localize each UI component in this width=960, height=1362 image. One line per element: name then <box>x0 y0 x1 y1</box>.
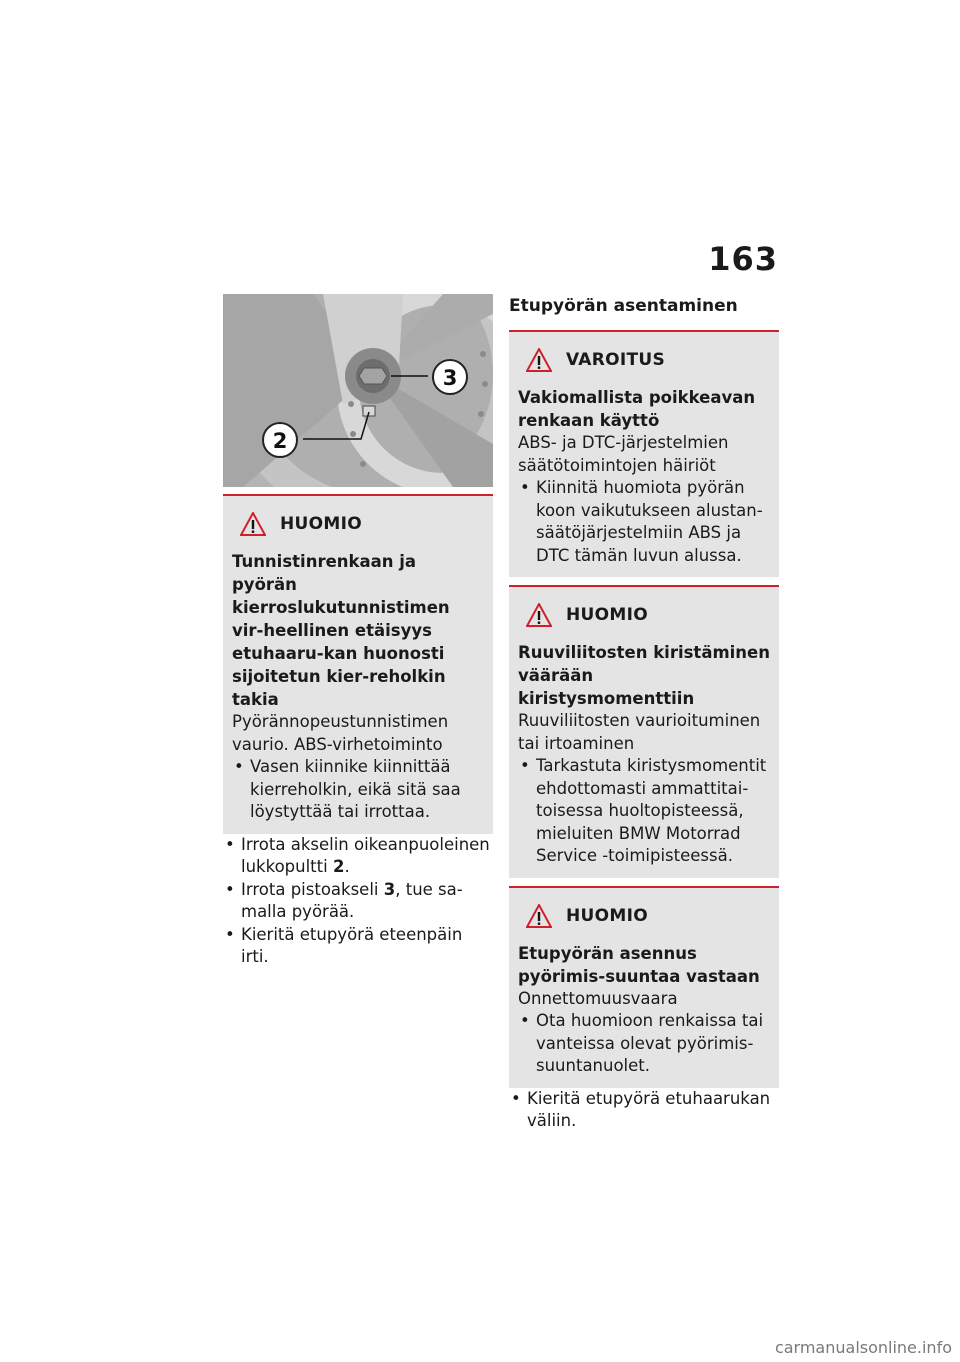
notice-bullet: • Tarkastuta kiristysmomentit ehdottomasti ammattitai-toisessa huoltopisteessä, mieluiten BMW Motorrad Service -toimipisteessä. <box>518 755 771 868</box>
notice-bullets <box>518 755 771 868</box>
part-ref: 2 <box>332 857 345 876</box>
callout-label-3: 3 <box>442 366 458 390</box>
notice-torque <box>509 585 779 878</box>
page-number: 163 <box>708 240 778 278</box>
notice-bullet: • Vasen kiinnike kiinnittää kierreholkin, eikä sitä saa löystyttää tai irrottaa. <box>232 756 485 824</box>
part-ref: 3 <box>383 879 396 899</box>
notice-bullet: • Ota huomioon renkaissa tai vanteissa olevat pyörimis-suuntanuolet. <box>518 1010 771 1078</box>
step-item: • Kieritä etupyörä etuhaarukan väliin. <box>509 1088 779 1133</box>
notice-bullets <box>232 756 485 824</box>
notice-label: VAROITUS <box>566 350 666 370</box>
step-item: • Irrota akselin oikeanpuoleinen lukkopultti 2. <box>223 834 493 879</box>
left-column <box>223 294 493 969</box>
notice-tyre-warning <box>509 330 779 577</box>
warning-triangle-icon <box>526 348 552 372</box>
notice-text: Ruuviliitosten vaurioituminen tai irtoaminen <box>518 711 761 753</box>
notice-text: Pyörännopeustunnistimen vaurio. ABS-virhetoiminto <box>232 712 449 754</box>
notice-text: Onnettomuusvaara <box>518 988 678 1008</box>
wheel-axle-illustration <box>223 294 493 487</box>
right-column <box>509 294 779 1133</box>
notice-bullets <box>518 477 771 567</box>
callout-label-2: 2 <box>272 429 288 453</box>
step-item: • Kieritä etupyörä eteenpäin irti. <box>223 924 493 969</box>
step-item: • Irrota pistoakseli 3, tue sa-malla pyörää. <box>223 879 493 924</box>
notice-label: HUOMIO <box>280 514 362 534</box>
warning-triangle-icon <box>526 603 552 627</box>
notice-bullet: • Kiinnitä huomiota pyörän koon vaikutukseen alustan-säätöjärjestelmiin ABS ja DTC tämän luvun alussa. <box>518 477 771 567</box>
notice-rotation-direction <box>509 886 779 1088</box>
notice-label: HUOMIO <box>566 905 648 926</box>
notice-title: Etupyörän asennus pyörimis-suuntaa vastaan <box>518 943 760 986</box>
notice-title: Tunnistinrenkaan ja pyörän kierroslukutunnistimen vir-heellinen etäisyys etuhaaru-kan huonosti sijoitetun kier-reholkin takia <box>232 552 450 709</box>
warning-triangle-icon <box>240 512 266 536</box>
procedure-steps <box>223 834 493 969</box>
notice-title: Ruuviliitosten kiristäminen väärään kiristysmomenttiin <box>518 643 770 708</box>
section-heading: Etupyörän asentaminen <box>509 296 738 316</box>
notice-bullets <box>518 1010 771 1078</box>
notice-sensor-ring <box>223 494 493 834</box>
notice-title: Vakiomallista poikkeavan renkaan käyttö <box>518 388 756 430</box>
warning-triangle-icon <box>526 904 552 928</box>
notice-text: ABS- ja DTC-järjestelmien säätötoimintojen häiriöt <box>518 433 729 475</box>
wheel-axle-figure <box>223 294 493 487</box>
watermark-text: carmanualsonline.info <box>774 1338 952 1357</box>
procedure-steps <box>509 1088 779 1133</box>
notice-label: HUOMIO <box>566 605 648 625</box>
